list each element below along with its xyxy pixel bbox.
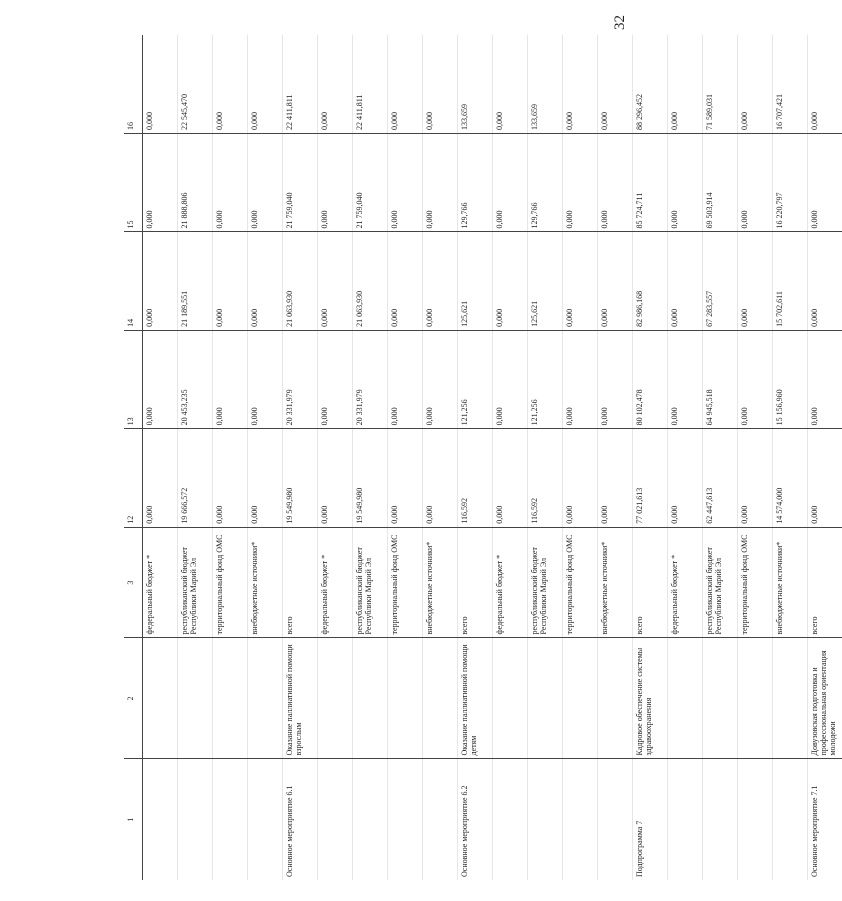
col-header-12: 12 (124, 429, 143, 527)
header-row (124, 35, 143, 880)
funding-source-cell: всего (633, 527, 668, 638)
description-cell: Кадровое обеспечение системы здравоохранения (633, 638, 668, 759)
value-cell: 19 549,980 (353, 429, 388, 527)
program-cell: Подпрограмма 7 (633, 759, 668, 880)
value-cell: 0,000 (248, 429, 283, 527)
value-cell: 64 945,518 (703, 330, 738, 428)
value-cell: 22 411,811 (283, 35, 318, 134)
value-cell: 0,000 (423, 232, 458, 330)
program-cell (738, 759, 773, 880)
table-row (388, 35, 423, 880)
value-cell: 0,000 (143, 429, 178, 527)
program-cell (773, 759, 808, 880)
value-cell: 0,000 (668, 330, 703, 428)
value-cell: 20 331,979 (353, 330, 388, 428)
table-row (598, 35, 633, 880)
page-number: 32 (612, 15, 628, 30)
value-cell: 71 589,031 (703, 35, 738, 134)
value-cell: 125,621 (458, 232, 493, 330)
value-cell: 0,000 (493, 35, 528, 134)
col-header-3: 3 (124, 527, 143, 638)
value-cell: 0,000 (668, 134, 703, 232)
value-cell: 0,000 (738, 232, 773, 330)
program-cell: Основное мероприятие 7.1 (808, 759, 842, 880)
value-cell: 121,256 (528, 330, 563, 428)
value-cell: 0,000 (563, 330, 598, 428)
value-cell: 15 156,960 (773, 330, 808, 428)
value-cell: 0,000 (808, 134, 842, 232)
value-cell: 0,000 (388, 35, 423, 134)
value-cell: 0,000 (563, 429, 598, 527)
program-cell (318, 759, 353, 880)
funding-source-cell: всего (458, 527, 493, 638)
description-cell (178, 638, 213, 759)
value-cell: 19 666,572 (178, 429, 213, 527)
value-cell: 21 759,040 (353, 134, 388, 232)
funding-source-cell: внебюджетные источники* (773, 527, 808, 638)
value-cell: 0,000 (318, 429, 353, 527)
table-row (143, 35, 178, 880)
value-cell: 82 986,168 (633, 232, 668, 330)
table-row (773, 35, 808, 880)
funding-source-cell: внебюджетные источники* (423, 527, 458, 638)
description-cell (528, 638, 563, 759)
value-cell: 0,000 (563, 232, 598, 330)
description-cell (703, 638, 738, 759)
value-cell: 0,000 (598, 35, 633, 134)
value-cell: 0,000 (213, 232, 248, 330)
value-cell: 0,000 (668, 429, 703, 527)
program-cell: Основное мероприятие 6.2 (458, 759, 493, 880)
description-cell: Оказание паллиативной помощи взрослым (283, 638, 318, 759)
value-cell: 21 063,930 (353, 232, 388, 330)
value-cell: 0,000 (493, 134, 528, 232)
description-cell (423, 638, 458, 759)
table-row (633, 35, 668, 880)
description-cell (353, 638, 388, 759)
program-cell (563, 759, 598, 880)
value-cell: 20 331,979 (283, 330, 318, 428)
value-cell: 0,000 (598, 232, 633, 330)
funding-source-cell: внебюджетные источники* (248, 527, 283, 638)
value-cell: 0,000 (738, 134, 773, 232)
table-row (248, 35, 283, 880)
col-header-1: 1 (124, 759, 143, 880)
table-row (423, 35, 458, 880)
value-cell: 133,659 (528, 35, 563, 134)
description-cell (563, 638, 598, 759)
value-cell: 0,000 (808, 232, 842, 330)
value-cell: 0,000 (143, 330, 178, 428)
value-cell: 21 759,040 (283, 134, 318, 232)
value-cell: 0,000 (493, 429, 528, 527)
value-cell: 19 549,980 (283, 429, 318, 527)
table-row (213, 35, 248, 880)
value-cell: 116,592 (528, 429, 563, 527)
program-cell (143, 759, 178, 880)
value-cell: 0,000 (668, 35, 703, 134)
table-row (458, 35, 493, 880)
funding-source-cell: территориальный фонд ОМС (388, 527, 423, 638)
funding-source-cell: республиканский бюджет Республики Марий Эл (703, 527, 738, 638)
value-cell: 0,000 (598, 429, 633, 527)
value-cell: 121,256 (458, 330, 493, 428)
funding-source-cell: республиканский бюджет Республики Марий Эл (528, 527, 563, 638)
value-cell: 0,000 (248, 232, 283, 330)
funding-source-cell: федеральный бюджет * (143, 527, 178, 638)
program-cell: Основное мероприятие 6.1 (283, 759, 318, 880)
value-cell: 15 702,611 (773, 232, 808, 330)
value-cell: 0,000 (318, 134, 353, 232)
col-header-2: 2 (124, 638, 143, 759)
value-cell: 0,000 (388, 232, 423, 330)
value-cell: 0,000 (388, 330, 423, 428)
value-cell: 0,000 (143, 232, 178, 330)
program-cell (213, 759, 248, 880)
value-cell: 0,000 (598, 330, 633, 428)
value-cell: 0,000 (213, 134, 248, 232)
table-row (353, 35, 388, 880)
program-cell (528, 759, 563, 880)
funding-source-cell: всего (808, 527, 842, 638)
table-row (668, 35, 703, 880)
value-cell: 0,000 (213, 330, 248, 428)
value-cell: 0,000 (388, 134, 423, 232)
value-cell: 0,000 (668, 232, 703, 330)
description-cell: Оказание паллиативной помощи детям (458, 638, 493, 759)
table-row (318, 35, 353, 880)
funding-source-cell: внебюджетные источники* (598, 527, 633, 638)
funding-source-cell: территориальный фонд ОМС (563, 527, 598, 638)
value-cell: 0,000 (563, 134, 598, 232)
value-cell: 88 296,452 (633, 35, 668, 134)
value-cell: 0,000 (248, 35, 283, 134)
value-cell: 0,000 (808, 429, 842, 527)
value-cell: 0,000 (388, 429, 423, 527)
table-row (808, 35, 842, 880)
value-cell: 85 724,711 (633, 134, 668, 232)
value-cell: 14 574,000 (773, 429, 808, 527)
description-cell (773, 638, 808, 759)
value-cell: 0,000 (738, 330, 773, 428)
table-row (563, 35, 598, 880)
description-cell (143, 638, 178, 759)
description-cell (668, 638, 703, 759)
funding-source-cell: всего (283, 527, 318, 638)
program-cell (178, 759, 213, 880)
value-cell: 16 220,797 (773, 134, 808, 232)
value-cell: 116,592 (458, 429, 493, 527)
value-cell: 0,000 (248, 134, 283, 232)
value-cell: 21 888,806 (178, 134, 213, 232)
description-cell: Довузовская подготовка и профессиональная ориентация молодежи (808, 638, 842, 759)
value-cell: 69 503,914 (703, 134, 738, 232)
value-cell: 21 063,930 (283, 232, 318, 330)
program-cell (703, 759, 738, 880)
table-row (703, 35, 738, 880)
funding-source-cell: республиканский бюджет Республики Марий Эл (353, 527, 388, 638)
value-cell: 133,659 (458, 35, 493, 134)
value-cell: 22 411,811 (353, 35, 388, 134)
value-cell: 0,000 (213, 429, 248, 527)
value-cell: 80 102,478 (633, 330, 668, 428)
value-cell: 129,766 (458, 134, 493, 232)
value-cell: 0,000 (423, 429, 458, 527)
value-cell: 0,000 (808, 330, 842, 428)
table-row (493, 35, 528, 880)
value-cell: 62 447,613 (703, 429, 738, 527)
description-cell (738, 638, 773, 759)
program-cell (493, 759, 528, 880)
program-cell (598, 759, 633, 880)
funding-source-cell: территориальный фонд ОМС (213, 527, 248, 638)
value-cell: 0,000 (318, 330, 353, 428)
col-header-13: 13 (124, 330, 143, 428)
program-cell (353, 759, 388, 880)
value-cell: 0,000 (213, 35, 248, 134)
value-cell: 16 707,421 (773, 35, 808, 134)
value-cell: 0,000 (563, 35, 598, 134)
table-row (178, 35, 213, 880)
funding-source-cell: федеральный бюджет * (668, 527, 703, 638)
value-cell: 129,766 (528, 134, 563, 232)
description-cell (318, 638, 353, 759)
program-cell (248, 759, 283, 880)
program-cell (388, 759, 423, 880)
value-cell: 0,000 (318, 35, 353, 134)
budget-table-page (124, 35, 837, 880)
value-cell: 0,000 (738, 429, 773, 527)
description-cell (388, 638, 423, 759)
value-cell: 20 453,235 (178, 330, 213, 428)
value-cell: 77 021,613 (633, 429, 668, 527)
value-cell: 22 545,470 (178, 35, 213, 134)
value-cell: 125,621 (528, 232, 563, 330)
funding-source-cell: федеральный бюджет * (318, 527, 353, 638)
value-cell: 0,000 (248, 330, 283, 428)
value-cell: 0,000 (318, 232, 353, 330)
description-cell (493, 638, 528, 759)
table-row (738, 35, 773, 880)
value-cell: 0,000 (493, 232, 528, 330)
description-cell (248, 638, 283, 759)
value-cell: 0,000 (143, 134, 178, 232)
program-cell (423, 759, 458, 880)
funding-source-cell: территориальный фонд ОМС (738, 527, 773, 638)
funding-source-cell: федеральный бюджет * (493, 527, 528, 638)
table-row (283, 35, 318, 880)
value-cell: 0,000 (423, 35, 458, 134)
funding-source-cell: республиканский бюджет Республики Марий Эл (178, 527, 213, 638)
description-cell (213, 638, 248, 759)
value-cell: 0,000 (738, 35, 773, 134)
value-cell: 0,000 (493, 330, 528, 428)
program-cell (668, 759, 703, 880)
col-header-16: 16 (124, 35, 143, 134)
value-cell: 0,000 (423, 134, 458, 232)
value-cell: 0,000 (598, 134, 633, 232)
description-cell (598, 638, 633, 759)
value-cell: 0,000 (808, 35, 842, 134)
value-cell: 21 189,551 (178, 232, 213, 330)
col-header-14: 14 (124, 232, 143, 330)
col-header-15: 15 (124, 134, 143, 232)
value-cell: 0,000 (423, 330, 458, 428)
value-cell: 0,000 (143, 35, 178, 134)
budget-table (124, 35, 842, 880)
value-cell: 67 283,557 (703, 232, 738, 330)
table-row (528, 35, 563, 880)
